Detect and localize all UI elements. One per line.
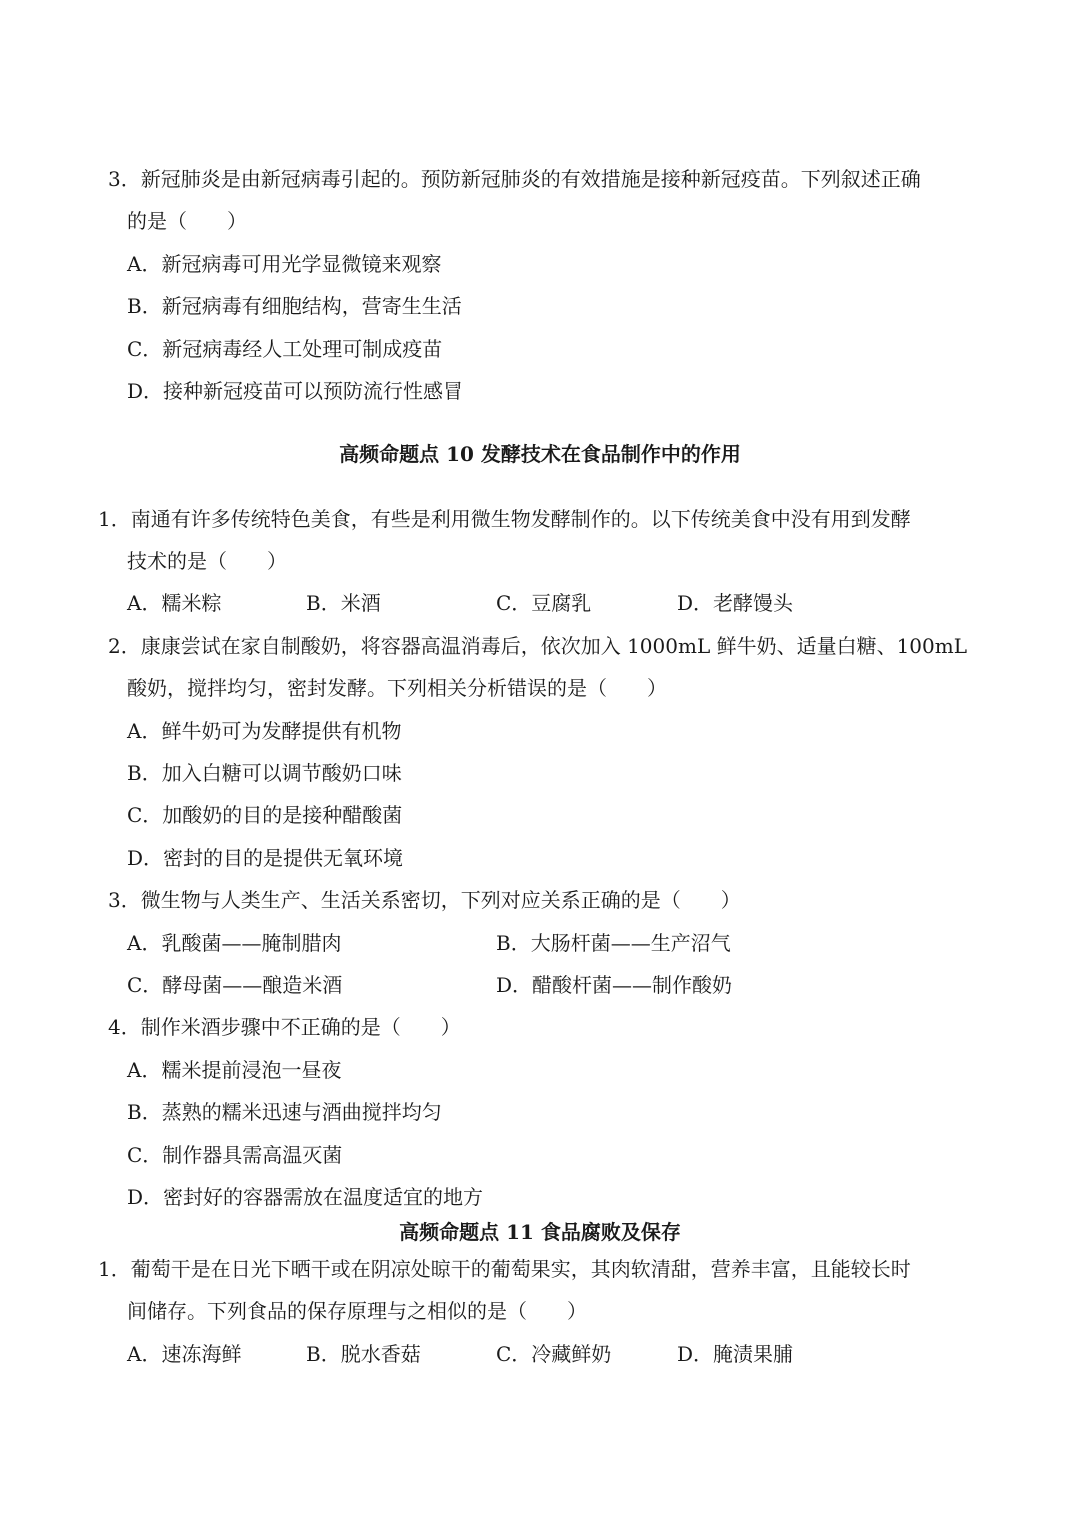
- section11-heading: 高频命题点 11 食品腐败及保存: [399, 1220, 681, 1244]
- s11-q1-option-d: D．腌渍果脯: [677, 1342, 794, 1366]
- s11-q1-stem-line2: 间储存。下列食品的保存原理与之相似的是（ ）: [127, 1299, 587, 1323]
- s10-q4-option-c: C．制作器具需高温灭菌: [127, 1143, 343, 1167]
- s10-q4-option-b: B．蒸熟的糯米迅速与酒曲搅拌均匀: [127, 1100, 442, 1124]
- s10-q1-option-a: A．糯米粽: [127, 591, 222, 615]
- s9-q3-stem-line1: 3．新冠肺炎是由新冠病毒引起的。预防新冠肺炎的有效措施是接种新冠疫苗。下列叙述正确: [108, 167, 921, 191]
- s9-q3-stem-line2: 的是（ ）: [127, 209, 247, 233]
- s11-q1-option-b: B．脱水香菇: [306, 1342, 421, 1366]
- s9-q3-option-d: D．接种新冠疫苗可以预防流行性感冒: [127, 379, 464, 403]
- s10-q3-option-a: A．乳酸菌——腌制腊肉: [127, 931, 342, 955]
- s10-q1-stem-line2: 技术的是（ ）: [127, 549, 287, 573]
- s10-q1-option-c: C．豆腐乳: [496, 591, 592, 615]
- s10-q2-option-c: C．加酸奶的目的是接种醋酸菌: [127, 803, 403, 827]
- s10-q3-option-b: B．大肠杆菌——生产沼气: [496, 931, 731, 955]
- s10-q2-stem-line1: 2．康康尝试在家自制酸奶，将容器高温消毒后，依次加入 1000mL 鲜牛奶、适量白糖、100mL: [108, 634, 968, 658]
- s10-q4-option-a: A．糯米提前浸泡一昼夜: [127, 1058, 342, 1082]
- s11-q1-stem-line1: 1．葡萄干是在日光下晒干或在阴凉处晾干的葡萄果实，其肉软清甜，营养丰富，且能较长时: [98, 1257, 911, 1281]
- s10-q3-option-c: C．酵母菌——酿造米酒: [127, 973, 343, 997]
- section10-heading: 高频命题点 10 发酵技术在食品制作中的作用: [339, 442, 741, 466]
- s10-q3-stem-line1: 3．微生物与人类生产、生活关系密切，下列对应关系正确的是（ ）: [108, 888, 741, 912]
- s9-q3-option-b: B．新冠病毒有细胞结构，营寄生生活: [127, 294, 462, 318]
- s10-q4-stem-line1: 4．制作米酒步骤中不正确的是（ ）: [108, 1015, 461, 1039]
- s10-q1-option-d: D．老酵馒头: [677, 591, 794, 615]
- s10-q1-option-b: B．米酒: [306, 591, 381, 615]
- s10-q2-option-d: D．密封的目的是提供无氧环境: [127, 846, 404, 870]
- s10-q2-option-b: B．加入白糖可以调节酸奶口味: [127, 761, 402, 785]
- s10-q2-option-a: A．鲜牛奶可为发酵提供有机物: [127, 719, 402, 743]
- s10-q3-option-d: D．醋酸杆菌——制作酸奶: [496, 973, 733, 997]
- s10-q2-stem-line2: 酸奶，搅拌均匀，密封发酵。下列相关分析错误的是（ ）: [127, 676, 667, 700]
- s9-q3-option-a: A．新冠病毒可用光学显微镜来观察: [127, 252, 442, 276]
- s10-q4-option-d: D．密封好的容器需放在温度适宜的地方: [127, 1185, 484, 1209]
- s11-q1-option-a: A．速冻海鲜: [127, 1342, 242, 1366]
- s10-q1-stem-line1: 1．南通有许多传统特色美食，有些是利用微生物发酵制作的。以下传统美食中没有用到发酵: [98, 507, 911, 531]
- s9-q3-option-c: C．新冠病毒经人工处理可制成疫苗: [127, 337, 443, 361]
- s11-q1-option-c: C．冷藏鲜奶: [496, 1342, 612, 1366]
